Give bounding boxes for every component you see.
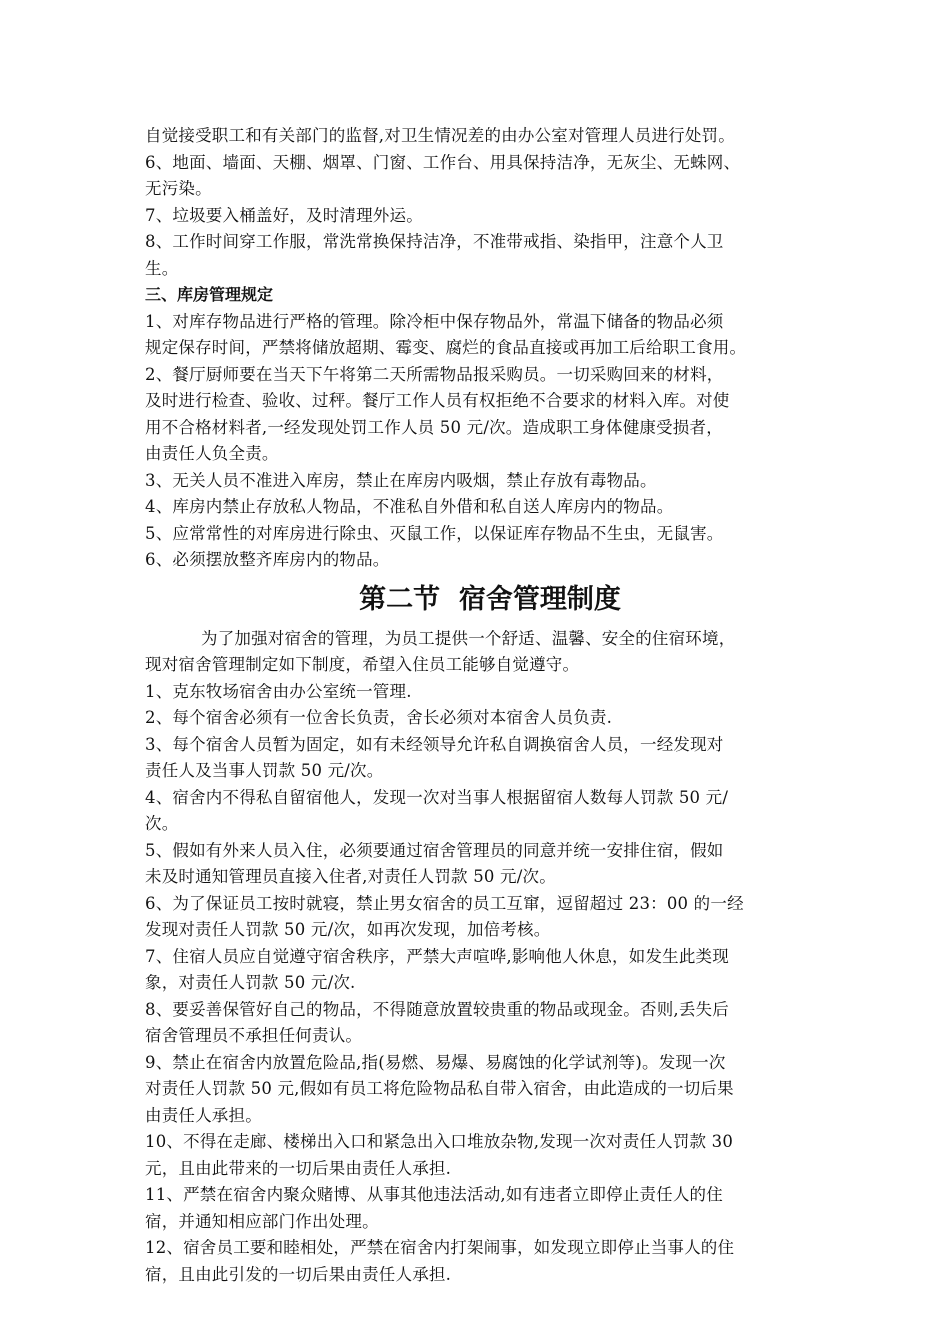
warehouse-section-heading: 三、库房管理规定 <box>145 285 274 304</box>
text-line: 5、假如有外来人员入住，必须要通过宿舍管理员的同意并统一安排住宿，假如 <box>145 840 724 860</box>
text-line: 9、禁止在宿舍内放置危险品,指(易燃、易爆、易腐蚀的化学试剂等)。发现一次 <box>145 1052 726 1072</box>
text-line: 2、每个宿舍必须有一位舍长负责，舍长必须对本宿舍人员负责. <box>145 708 613 727</box>
text-line: 5、应常常性的对库房进行除虫、灭鼠工作，以保证库存物品不生虫，无鼠害。 <box>145 523 724 543</box>
text-line: 12、宿舍员工要和睦相处，严禁在宿舍内打架闹事，如发现立即停止当事人的住 <box>145 1238 735 1257</box>
dorm-rules <box>145 679 835 1289</box>
text-line: 规定保存时间，严禁将储放超期、霉变、腐烂的食品直接或再加工后给职工食用。 <box>145 338 747 357</box>
text-line: 现对宿舍管理制定如下制度，希望入住员工能够自觉遵守。 <box>145 655 580 674</box>
text-line: 11、严禁在宿舍内聚众赌博、从事其他违法活动,如有违者立即停止责任人的住 <box>145 1185 723 1204</box>
text-line: 6、地面、墙面、天棚、烟罩、门窗、工作台、用具保持洁净，无灰尘、无蛛网、 <box>145 152 741 172</box>
text-line: 宿，并通知相应部门作出处理。 <box>145 1211 379 1231</box>
text-line: 用不合格材料者,一经发现处罚工作人员 50 元/次。造成职工身体健康受损者， <box>145 417 723 437</box>
text-line: 3、无关人员不准进入库房，禁止在库房内吸烟，禁止存放有毒物品。 <box>145 470 657 490</box>
text-line: 8、要妥善保管好自己的物品，不得随意放置较贵重的物品或现金。否则,丢失后 <box>145 999 729 1019</box>
text-line: 10、不得在走廊、楼梯出入口和紧急出入口堆放杂物,发现一次对责任人罚款 30 <box>145 1132 734 1151</box>
text-line: 宿，且由此引发的一切后果由责任人承担. <box>145 1264 452 1284</box>
text-line: 责任人及当事人罚款 50 元/次。 <box>145 761 384 780</box>
text-line: 1、对库存物品进行严格的管理。除冷柜中保存物品外，常温下储备的物品必须 <box>145 311 724 331</box>
text-line: 及时进行检查、验收、过秤。餐厅工作人员有权拒绝不合要求的材料入库。对使 <box>145 391 730 410</box>
text-line: 1、克东牧场宿舍由办公室统一管理. <box>145 681 412 701</box>
text-line: 8、工作时间穿工作服，常洗常换保持洁净，不准带戒指、染指甲，注意个人卫 <box>145 232 724 251</box>
text-line: 次。 <box>145 814 179 833</box>
text-line: 由责任人负全责。 <box>145 444 279 463</box>
text-line: 对责任人罚款 50 元,假如有员工将危险物品私自带入宿舍，由此造成的一切后果 <box>145 1079 734 1098</box>
text-line: 生。 <box>145 258 179 278</box>
text-line: 6、为了保证员工按时就寝，禁止男女宿舍的员工互窜，逗留超过 23：00 的一经 <box>145 893 744 913</box>
text-line: 发现对责任人罚款 50 元/次，如再次发现，加倍考核。 <box>145 920 551 939</box>
text-line: 象，对责任人罚款 50 元/次. <box>145 973 356 992</box>
text-line: 3、每个宿舍人员暂为固定，如有未经领导允许私自调换宿舍人员，一经发现对 <box>145 734 724 754</box>
text-line: 元，且由此带来的一切后果由责任人承担. <box>145 1158 452 1178</box>
text-line: 无污染。 <box>145 179 212 198</box>
hygiene-rules-continued <box>145 123 835 282</box>
text-line: 由责任人承担。 <box>145 1105 262 1125</box>
text-line: 自觉接受职工和有关部门的监督,对卫生情况差的由办公室对管理人员进行处罚。 <box>145 126 735 145</box>
warehouse-rules <box>145 309 835 574</box>
text-line: 7、住宿人员应自觉遵守宿舍秩序，严禁大声喧哗,影响他人休息，如发生此类现 <box>145 946 729 966</box>
dorm-intro <box>145 626 835 679</box>
text-line: 2、餐厅厨师要在当天下午将第二天所需物品报采购员。一切采购回来的材料， <box>145 364 724 384</box>
text-line: 6、必须摆放整齐库房内的物品。 <box>145 550 390 569</box>
text-line: 4、宿舍内不得私自留宿他人，发现一次对当事人根据留宿人数每人罚款 50 元/ <box>145 787 729 807</box>
document-page <box>145 123 835 1288</box>
chapter-title: 第二节 宿舍管理制度 <box>359 583 621 615</box>
text-line: 4、库房内禁止存放私人物品，不准私自外借和私自送人库房内的物品。 <box>145 497 674 516</box>
text-line: 宿舍管理员不承担任何责认。 <box>145 1026 363 1045</box>
text-line: 为了加强对宿舍的管理，为员工提供一个舒适、温馨、安全的住宿环境， <box>201 628 736 648</box>
text-line: 7、垃圾要入桶盖好，及时清理外运。 <box>145 205 423 225</box>
text-line: 未及时通知管理员直接入住者,对责任人罚款 50 元/次。 <box>145 867 556 886</box>
